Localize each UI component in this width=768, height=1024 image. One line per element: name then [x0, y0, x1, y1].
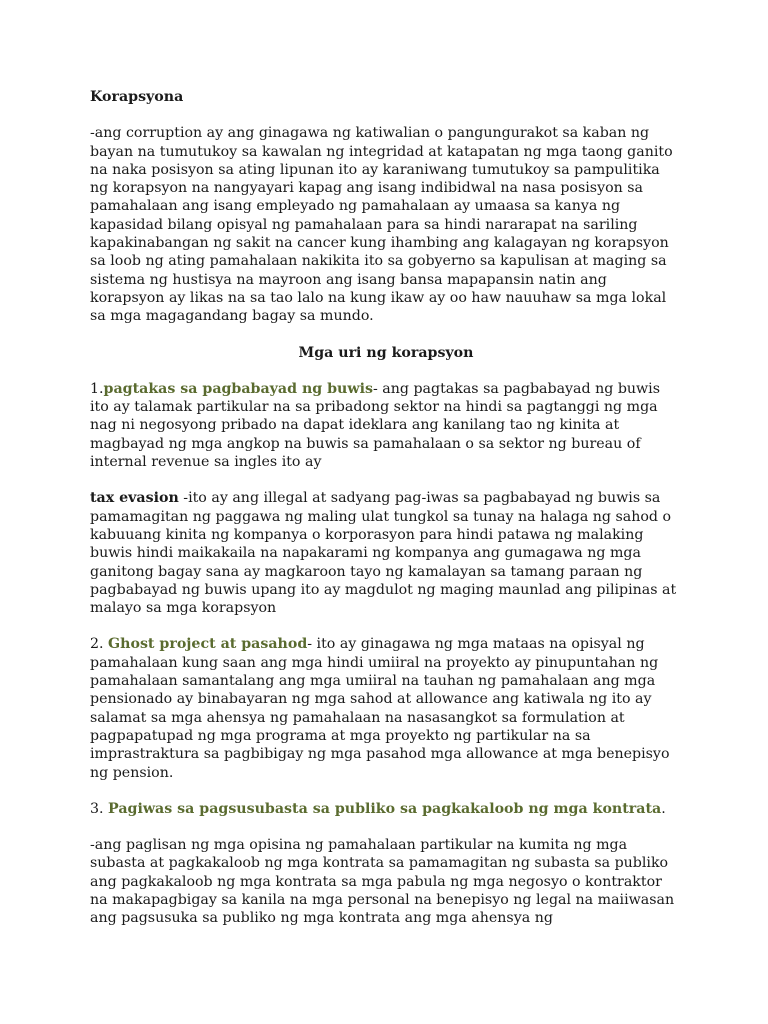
intro-paragraph: -ang corruption ay ang ginagawa ng katiwalian o pangungurakot sa kaban ng bayan na tumutukoy sa kawalan ng integridad at katapatan ng mga taong ganito na naka posisyon sa ating lipunan ito ay karaniwang tumutukoy sa pampulitika ng korapsyon na nangyayari kapag ang isang indibidwal na nasa posisyon sa pamahalaan ang isang empleyado ng pamahalaan ay umaasa sa kanya ng kapasidad bilang opisyal ng pamahalaan para sa hindi nararapat na sariling kapakinabangan ng sakit na cancer kung ihambing ang kalagayan ng korapsyon sa loob ng ating pamahalaan nakikita ito sa gobyerno sa kapulisan at maging sa sistema ng hustisya na mayroon ang isang bansa mapapansin natin ang korapsyon ay likas na sa tao lalo na kung ikaw ay oo haw nauuhaw sa mga lokal sa mga magagandang bagay sa mundo. — [90, 125, 673, 325]
document-title: Korapsyona — [90, 89, 184, 105]
tax-evasion-paragraph — [90, 489, 682, 617]
item1-text: - ang pagtakas sa pagbabayad ng buwis ito ay talamak partikular na sa pribadong sektor na hindi sa pagtanggi ng mga nag ni negosyong pribado na dapat ideklara ang kanilang tao ng kinita at magbayad ng mga angkop na buwis sa pamahalaan o sa sektor ng bureau of internal revenue sa ingles ito ay — [90, 380, 661, 471]
item3-heading — [90, 800, 682, 818]
document-page — [90, 88, 682, 946]
item2-term: Ghost project at pasahod — [108, 636, 308, 653]
item3-suffix: . — [661, 800, 666, 817]
item1-paragraph — [90, 380, 682, 471]
item2-text: - ito ay ginagawa ng mga mataas na opisyal ng pamahalaan kung saan ang mga hindi umiiral na proyekto ay pinupuntahan ng pamahalaan samantalang ang mga umiiral na tauhan ng pamahalaan ang mga pensionado ay binabayaran ng mga sahod at allowance ang katiwala ng ito ay salamat sa mga ahensya ng pamahalaan na nasasangkot sa formulation at pagpapatupad ng mga programa at mga proyekto ng partikular na sa imprastraktura sa pagbibigay ng mga pasahod mga allowance at mga benepisyo ng pension. — [90, 636, 670, 781]
section-heading: Mga uri ng korapsyon — [298, 344, 474, 361]
item2-number: 2. — [90, 636, 109, 653]
item1-term: pagtakas sa pagbabayad ng buwis — [103, 380, 373, 397]
item3-paragraph: -ang paglisan ng mga opisina ng pamahalaan partikular na kumita ng mga subasta at pagkakaloob ng mga kontrata sa pamamagitan ng subasta sa publiko ang pagkakaloob ng mga kontrata sa mga pabula ng mga negosyo o kontraktor na makapagbigay sa kanila na mga personal na benepisyo ng legal na maiiwasan ang pagsusuka sa publiko ng mga kontrata ang mga ahensya ng — [90, 837, 675, 927]
item3-term: Pagiwas sa pagsusubasta sa publiko sa pagkakaloob ng mga kontrata — [108, 800, 662, 817]
item2-paragraph — [90, 635, 682, 781]
tax-evasion-text: -ito ay ang illegal at sadyang pag-iwas sa pagbabayad ng buwis sa pamamagitan ng paggawa ng maling ulat tungkol sa tunay na halaga ng sahod o kabuuang kinita ng kompanya o korporasyon para hindi patawa ng malaking buwis hindi maikakaila na napakarami ng kompanya ang gumagawa ng mga ganitong bagay sana ay magkaroon tayo ng kamalayan sa tamang paraan ng pagbabayad ng buwis upang ito ay magdulot ng maging maunlad ang pilipinas at malayo sa mga korapsyon — [90, 490, 677, 617]
item3-number: 3. — [90, 800, 109, 817]
item1-number: 1. — [90, 380, 104, 397]
tax-evasion-term: tax evasion — [90, 490, 179, 507]
